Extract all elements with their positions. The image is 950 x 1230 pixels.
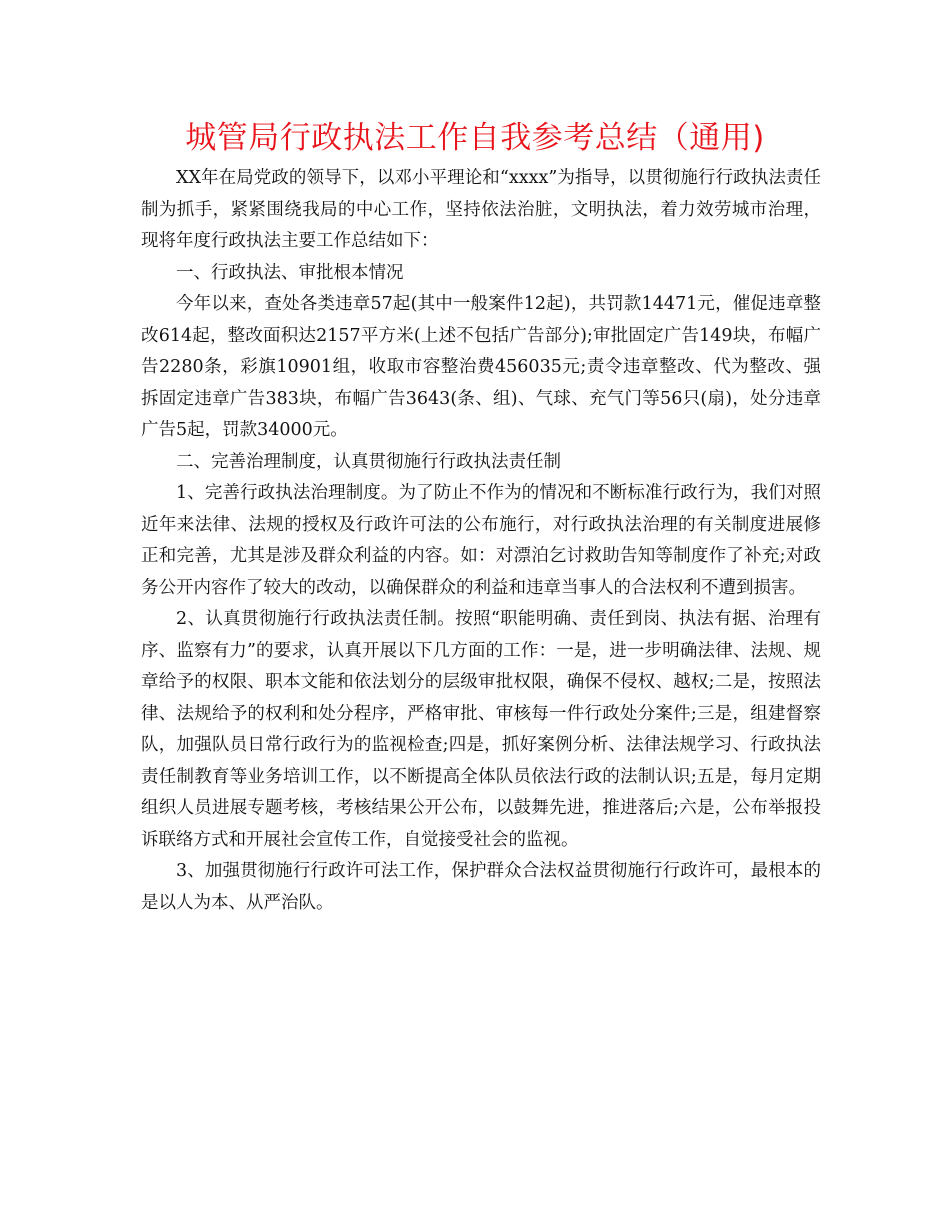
document-title: 城管局行政执法工作自我参考总结（通用) bbox=[185, 120, 765, 156]
section-1-paragraph: 今年以来，查处各类违章57起(其中一般案件12起)，共罚款14471元，催促违章整改614起，整改面积达2157平方米(上述不包括广告部分);审批固定广告149块，布幅广告2280条，彩旗10901组，收取市容整治费456035元;责令违章整改、代为整改、强拆固定违章广告383块，布幅广告3643(条、组)、气球、充气门等56只(扇)，处分违章广告5起，罚款34000元。 bbox=[141, 294, 821, 440]
item-2-paragraph: 2、认真贯彻施行行政执法责任制。按照“职能明确、责任到岗、执法有据、治理有序、监察有力”的要求，认真开展以下几方面的工作：一是，进一步明确法律、法规、规章给予的权限、职本文能和依法划分的层级审批权限，确保不侵权、越权;二是，按照法律、法规给予的权利和处分程序，严格审批、审核每一件行政处分案件;三是，组建督察队，加强队员日常行政行为的监视检查;四是，抓好案例分析、法律法规学习、行政执法责任制教育等业务培训工作，以不断提高全体队员依法行政的法制认识;五是，每月定期组织人员进展专题考核，考核结果公开公布，以鼓舞先进，推进落后;六是，公布举报投诉联络方式和开展社会宣传工作，自觉接受社会的监视。 bbox=[141, 609, 821, 850]
section-heading-2: 二、完善治理制度，认真贯彻施行行政执法责任制 bbox=[176, 451, 561, 472]
item-3-paragraph: 3、加强贯彻施行行政许可法工作，保护群众合法权益贯彻施行行政许可，最根本的是以人为本、从严治队。 bbox=[141, 861, 821, 913]
intro-paragraph: XX年在局党政的领导下，以邓小平理论和“xxxx”为指导，以贯彻施行行政执法责任制为抓手，紧紧围绕我局的中心工作，坚持依法治脏，文明执法，着力效劳城市治理，现将年度行政执法主要工作总结如下： bbox=[141, 168, 821, 251]
section-heading-1: 一、行政执法、审批根本情况 bbox=[176, 262, 404, 283]
document-body bbox=[141, 163, 821, 919]
item-1-paragraph: 1、完善行政执法治理制度。为了防止不作为的情况和不断标准行政行为，我们对照近年来法律、法规的授权及行政许可法的公布施行，对行政执法治理的有关制度进展修正和完善，尤其是涉及群众利益的内容。如：对漂泊乞讨救助告知等制度作了补充;对政务公开内容作了较大的改动，以确保群众的利益和违章当事人的合法权利不遭到损害。 bbox=[141, 483, 821, 598]
